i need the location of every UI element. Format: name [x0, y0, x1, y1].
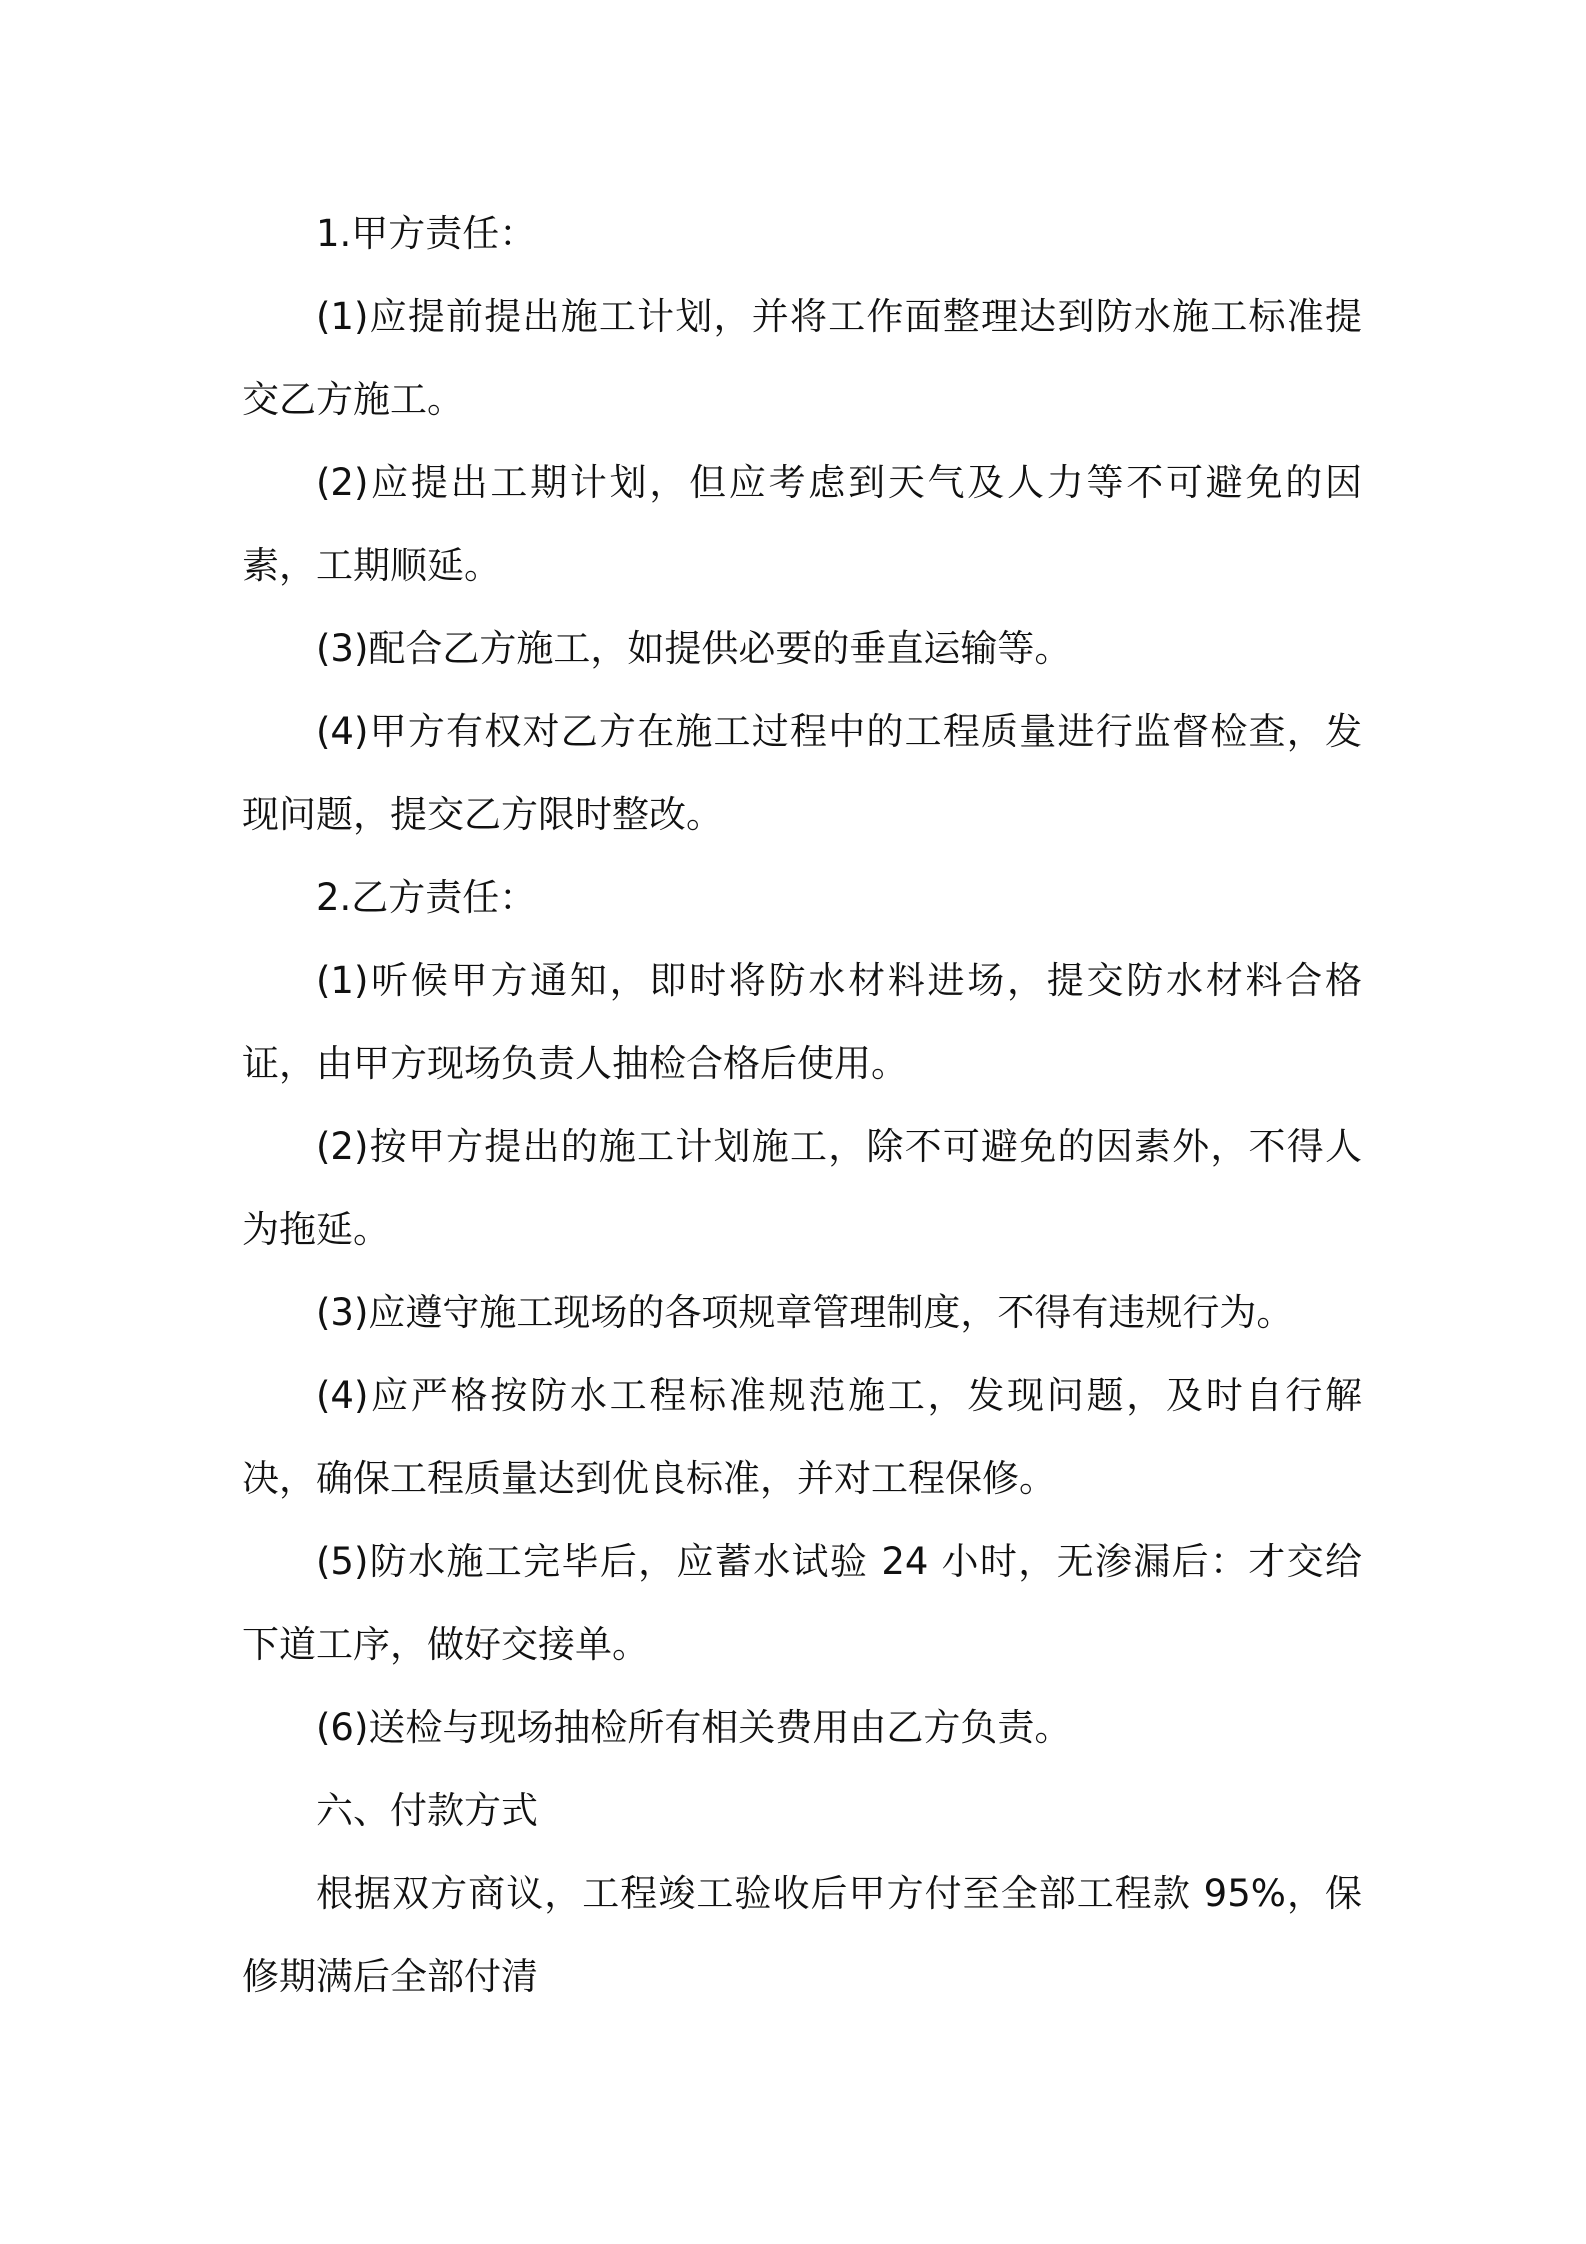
party-a-clause-3: (3)配合乙方施工，如提供必要的垂直运输等。: [316, 627, 1072, 670]
payment-terms: 根据双方商议，工程竣工验收后甲方付至全部工程款 95%，保修期满后全部付清: [242, 1872, 1362, 1998]
party-b-clause-3: (3)应遵守施工现场的各项规章管理制度，不得有违规行为。: [316, 1291, 1294, 1334]
document-body: [242, 192, 1362, 2018]
party-b-clause-1: (1)听候甲方通知，即时将防水材料进场，提交防水材料合格证，由甲方现场负责人抽检合格后使用。: [242, 959, 1362, 1085]
party-b-clause-2: (2)按甲方提出的施工计划施工，除不可避免的因素外，不得人为拖延。: [242, 1125, 1362, 1251]
heading-party-b-responsibility: 2.乙方责任：: [316, 876, 537, 919]
party-b-clause-5: (5)防水施工完毕后，应蓄水试验 24 小时，无渗漏后：才交给下道工序，做好交接单。: [242, 1540, 1362, 1666]
party-a-clause-2: (2)应提出工期计划，但应考虑到天气及人力等不可避免的因素，工期顺延。: [242, 461, 1362, 587]
party-a-clause-1: (1)应提前提出施工计划，并将工作面整理达到防水施工标准提交乙方施工。: [242, 295, 1362, 421]
heading-party-a-responsibility: 1.甲方责任：: [316, 212, 537, 255]
party-b-clause-4: (4)应严格按防水工程标准规范施工，发现问题，及时自行解决，确保工程质量达到优良标准，并对工程保修。: [242, 1374, 1362, 1500]
party-b-clause-6: (6)送检与现场抽检所有相关费用由乙方负责。: [316, 1706, 1072, 1749]
party-a-clause-4: (4)甲方有权对乙方在施工过程中的工程质量进行监督检查，发现问题，提交乙方限时整改。: [242, 710, 1362, 836]
heading-payment-method: 六、付款方式: [316, 1789, 538, 1832]
